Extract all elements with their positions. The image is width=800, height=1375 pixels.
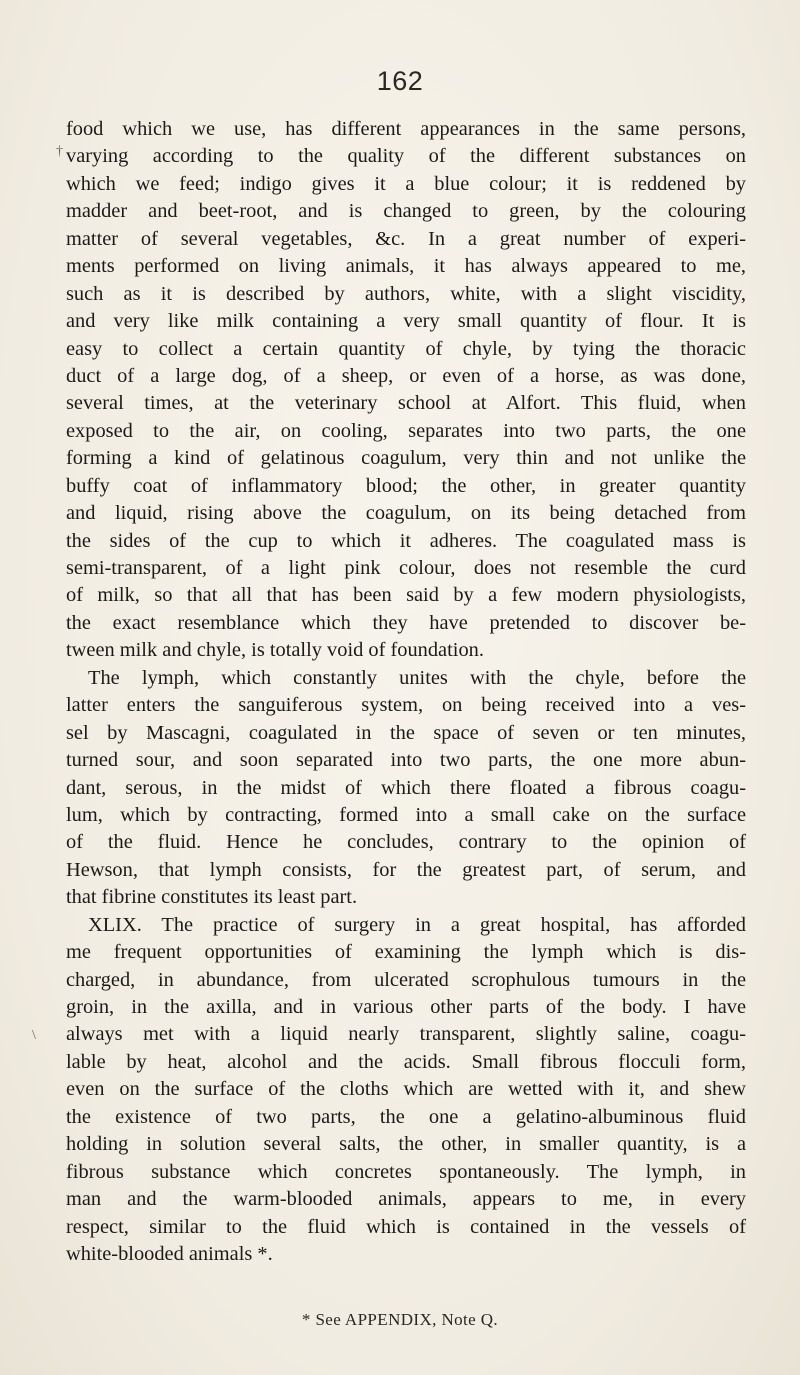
text-line: such as it is described by authors, white, with a slight viscidity,	[66, 282, 746, 305]
text-line: Hewson, that lymph consists, for the greatest part, of serum, and	[66, 858, 746, 881]
text-line: and liquid, rising above the coagulum, on its being detached from	[66, 502, 746, 525]
text-line: white-blooded animals *.	[66, 1242, 273, 1265]
text-line: matter of several vegetables, &c. In a great number of experi-	[66, 227, 746, 250]
text-line: XLIX. The practice of surgery in a great hospital, has afforded	[88, 913, 746, 936]
text-line: the exact resemblance which they have pretended to discover be-	[66, 611, 746, 634]
text-line: lum, which by contracting, formed into a small cake on the surface	[66, 803, 746, 826]
text-line: the sides of the cup to which it adheres. The coagulated mass is	[66, 529, 746, 552]
text-line: turned sour, and soon separated into two parts, the one more abun-	[66, 749, 746, 772]
page-number: 162	[376, 66, 424, 96]
text-line: holding in solution several salts, the other, in smaller quantity, is a	[66, 1133, 746, 1156]
text-line: exposed to the air, on cooling, separates into two parts, the one	[66, 419, 746, 442]
margin-mark: \	[32, 1028, 36, 1043]
text-line: and very like milk containing a very small quantity of flour. It is	[66, 310, 746, 333]
text-line: respect, similar to the fluid which is contained in the vessels of	[66, 1215, 746, 1238]
text-line: sel by Mascagni, coagulated in the space of seven or ten minutes,	[66, 721, 746, 744]
text-line: easy to collect a certain quantity of chyle, by tying the thoracic	[66, 337, 746, 360]
text-line: me frequent opportunities of examining the lymph which is dis-	[66, 941, 746, 964]
text-line: latter enters the sanguiferous system, on being received into a ves-	[66, 694, 746, 717]
text-line: of the fluid. Hence he concludes, contrary to the opinion of	[66, 831, 746, 854]
text-line: tween milk and chyle, is totally void of foundation.	[66, 639, 484, 662]
text-line: the existence of two parts, the one a gelatino-albuminous fluid	[66, 1105, 746, 1128]
text-line: duct of a large dog, of a sheep, or even of a horse, as was done,	[66, 364, 746, 387]
text-line: semi-transparent, of a light pink colour, does not resemble the curd	[66, 557, 746, 579]
text-line: charged, in abundance, from ulcerated scrophulous tumours in the	[66, 968, 746, 991]
text-line: lable by heat, alcohol and the acids. Small fibrous flocculi form,	[66, 1050, 746, 1073]
text-line: ments performed on living animals, it has always appeared to me,	[66, 255, 746, 278]
text-line: food which we use, has different appearances in the same persons,	[66, 118, 746, 140]
text-line: groin, in the axilla, and in various other parts of the body. I have	[66, 996, 746, 1018]
text-line: man and the warm-blooded animals, appears to me, in every	[66, 1188, 746, 1211]
text-line: The lymph, which constantly unites with the chyle, before the	[88, 666, 746, 689]
text-line: of milk, so that all that has been said by a few modern physiologists,	[66, 584, 746, 607]
text-line: several times, at the veterinary school at Alfort. This fluid, when	[66, 392, 746, 415]
text-line: buffy coat of inflammatory blood; the other, in greater quantity	[66, 474, 746, 497]
text-line: that fibrine constitutes its least part.	[66, 886, 358, 909]
text-line: dant, serous, in the midst of which there floated a fibrous coagu-	[66, 776, 746, 799]
text-line: forming a kind of gelatinous coagulum, very thin and not unlike the	[66, 447, 746, 470]
text-line: even on the surface of the cloths which are wetted with it, and shew	[66, 1078, 746, 1101]
text-line: fibrous substance which concretes spontaneously. The lymph, in	[66, 1160, 746, 1183]
body-text	[66, 116, 746, 1268]
text-line: madder and beet-root, and is changed to green, by the colouring	[66, 200, 746, 223]
footnote: * See APPENDIX, Note Q.	[301, 1310, 499, 1329]
margin-mark: †	[56, 144, 63, 159]
text-line: which we feed; indigo gives it a blue colour; it is reddened by	[66, 172, 746, 195]
text-line: varying according to the quality of the different substances on	[66, 145, 746, 168]
text-line: always met with a liquid nearly transparent, slightly saline, coagu-	[66, 1023, 746, 1046]
